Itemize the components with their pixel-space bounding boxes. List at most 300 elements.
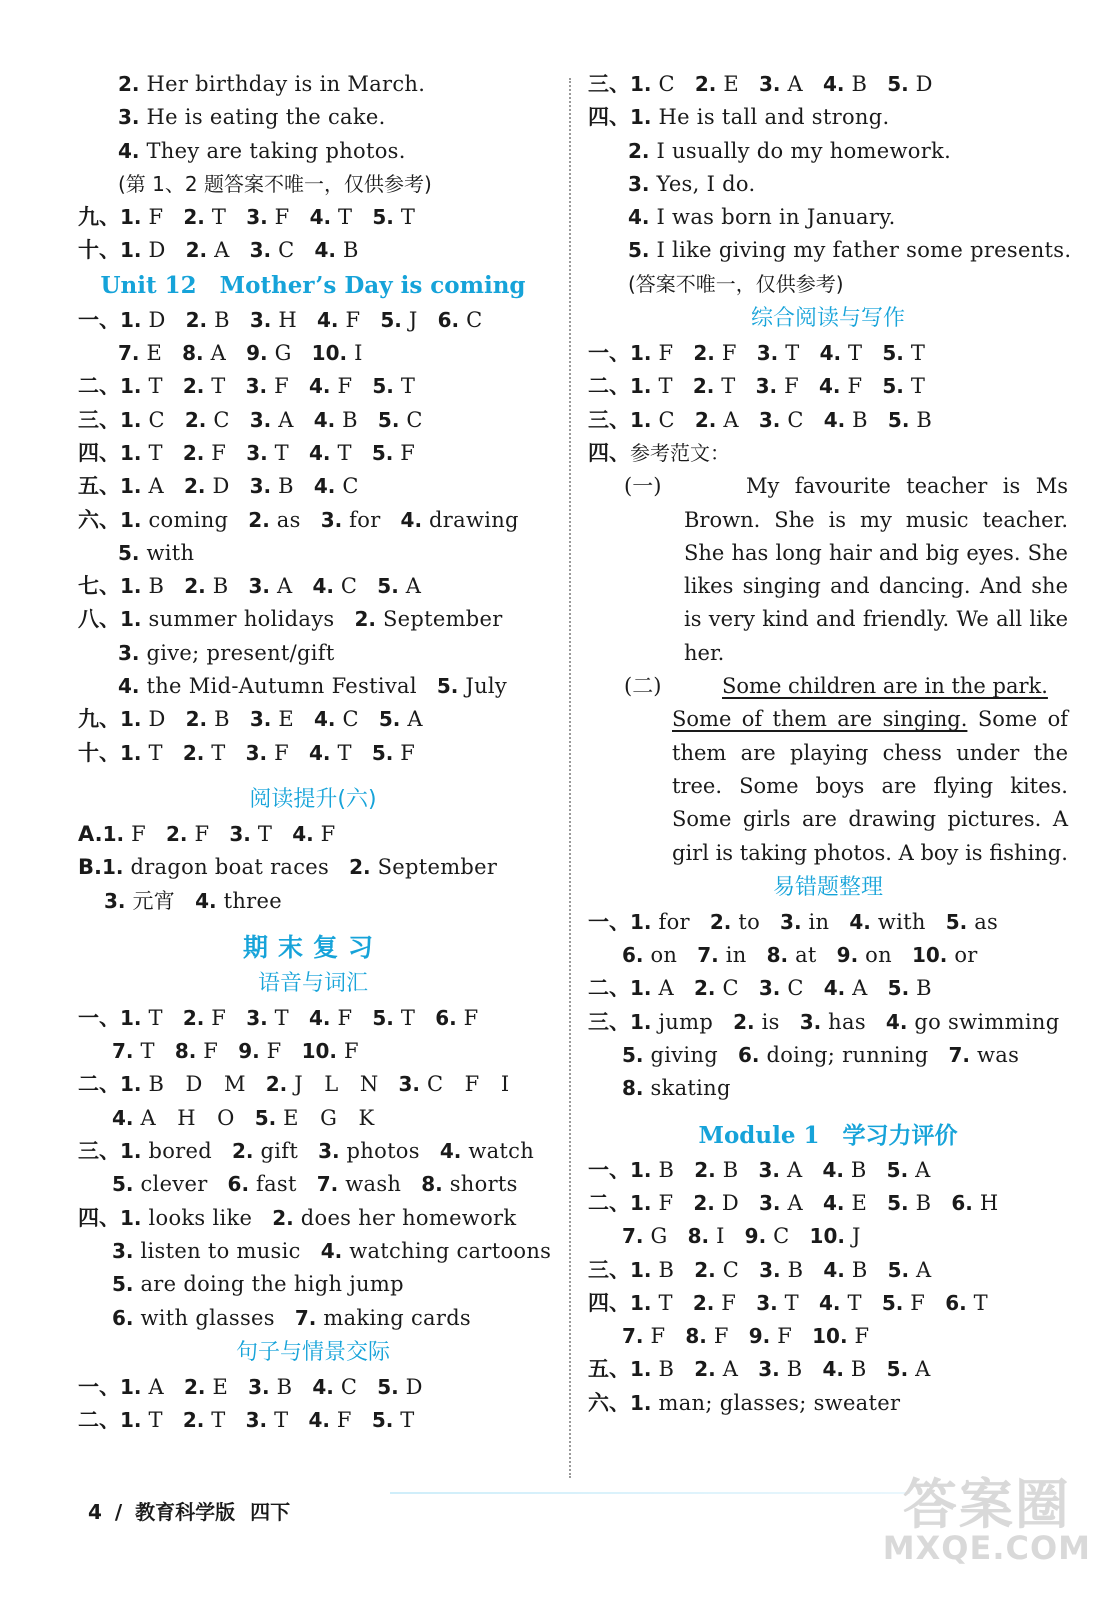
item-answer: A: [398, 574, 422, 599]
item-answer: C: [459, 307, 483, 332]
item-answer: F: [456, 1005, 479, 1030]
item-number: 5.: [887, 1190, 909, 1215]
item-answer: watching cartoons: [342, 1238, 552, 1263]
item-number: 5.: [887, 407, 910, 432]
item-number: 1.: [120, 507, 142, 532]
item-number: 1.: [120, 238, 142, 263]
essay-first-line: [672, 670, 1068, 703]
item-answer: E: [844, 1190, 868, 1215]
answer-item: [118, 537, 194, 570]
item-number: 2.: [265, 1072, 288, 1097]
item-answer: T: [204, 205, 227, 230]
item-answer: the Mid-Autumn Festival: [139, 674, 417, 699]
item-number: 4.: [195, 888, 217, 913]
answer-item: [102, 851, 329, 884]
item-answer: B D M: [141, 1072, 246, 1097]
item-answer: or: [947, 943, 978, 968]
item-number: 3.: [249, 474, 272, 499]
item-answer: A: [780, 72, 803, 96]
item-answer: A: [141, 474, 164, 499]
item-answer: T: [267, 1005, 289, 1030]
answer-item: [118, 135, 406, 168]
answer-item: [849, 906, 925, 939]
item-number: 2.: [692, 1290, 715, 1315]
answer-item: [630, 1254, 674, 1287]
item-number: 2.: [693, 341, 715, 366]
question-prefix: 二、: [588, 374, 630, 399]
item-number: 4.: [112, 1105, 134, 1130]
item-answer: F: [777, 374, 799, 399]
question-prefix: 九、: [78, 205, 120, 230]
item-number: 5.: [882, 341, 904, 366]
item-answer: I like giving my father some presents.: [649, 238, 1072, 263]
answer-item: [314, 404, 358, 437]
item-answer: T: [141, 1408, 163, 1433]
item-number: 4.: [823, 976, 846, 1001]
item-answer: C: [715, 976, 739, 1001]
item-number: 3.: [398, 1072, 421, 1097]
item-answer: C: [780, 407, 804, 432]
item-answer: September: [370, 855, 498, 880]
item-answer: F: [643, 1324, 666, 1349]
item-number: 5.: [622, 1043, 644, 1068]
item-number: 8.: [421, 1172, 443, 1197]
item-answer: T: [393, 374, 416, 399]
answer-item: [372, 1002, 415, 1035]
item-answer: C: [399, 407, 423, 432]
item-answer: C: [651, 407, 675, 432]
item-number: 5.: [372, 205, 394, 230]
answer-item: [401, 504, 519, 537]
answer-line: [78, 135, 548, 168]
item-answer: T: [141, 440, 163, 465]
item-answer: is: [754, 1009, 780, 1034]
item-answer: B: [843, 1357, 867, 1382]
item-number: 3.: [245, 374, 268, 399]
answer-item: [120, 504, 228, 537]
item-answer: Yes, I do.: [649, 171, 756, 196]
item-number: 4.: [439, 1139, 462, 1164]
answer-line: [78, 737, 548, 770]
item-number: 1.: [630, 1390, 652, 1415]
answer-line: [588, 906, 1068, 939]
item-answer: B: [844, 72, 868, 96]
answer-item: [317, 1168, 402, 1201]
item-number: 1.: [630, 407, 652, 432]
answer-line: [78, 537, 548, 570]
item-answer: B: [715, 1157, 739, 1182]
item-number: 2.: [693, 1190, 715, 1215]
answer-note: (第 1、2 题答案不唯一，仅供参考): [118, 171, 432, 196]
item-number: 5.: [372, 1005, 394, 1030]
item-answer: to: [731, 909, 761, 934]
item-number: 3.: [249, 707, 272, 732]
answer-item: [321, 504, 381, 537]
item-number: 2.: [694, 72, 717, 96]
answer-item: [120, 603, 334, 636]
section-heading: 句子与情景交际: [235, 1339, 390, 1365]
item-number: 4.: [309, 440, 331, 465]
answer-line: [78, 570, 548, 603]
item-number: 4.: [819, 1290, 841, 1315]
answer-item: [112, 1302, 275, 1335]
item-number: 7.: [948, 1043, 971, 1068]
item-answer: T: [393, 1408, 415, 1433]
answer-item: [118, 670, 417, 703]
item-answer: T: [331, 205, 353, 230]
item-answer: B: [651, 1357, 675, 1382]
item-answer: A: [715, 1357, 739, 1382]
item-number: 7.: [118, 341, 140, 366]
item-number: 5.: [882, 374, 904, 399]
item-answer: G: [643, 1224, 668, 1249]
item-answer: A: [269, 574, 293, 599]
item-number: 6.: [951, 1190, 973, 1215]
answer-item: [186, 234, 230, 267]
answer-item: [246, 370, 289, 403]
item-answer: with: [870, 909, 926, 934]
answer-item: [823, 68, 867, 101]
answer-item: [308, 1404, 351, 1437]
answer-item: [354, 603, 502, 636]
section-heading: 期末复习: [242, 932, 383, 962]
item-number: 4.: [308, 1408, 330, 1433]
question-prefix: 四、: [78, 440, 120, 465]
item-answer: A: [203, 341, 227, 366]
item-number: 2.: [182, 740, 205, 765]
answer-item: [820, 337, 863, 370]
item-answer: in: [801, 909, 830, 934]
answer-item: [120, 304, 166, 337]
item-number: 3.: [758, 407, 781, 432]
item-answer: I was born in January.: [649, 205, 896, 230]
item-number: 2.: [694, 1257, 716, 1282]
answer-item: [733, 1006, 780, 1039]
item-number: 7.: [316, 1172, 339, 1197]
item-answer: He is eating the cake.: [139, 105, 386, 130]
item-number: 3.: [249, 407, 272, 432]
answer-item: [630, 370, 673, 403]
left-column: [78, 68, 552, 1437]
item-number: 10.: [812, 1324, 848, 1349]
answer-item: [120, 1202, 252, 1235]
item-number: 5.: [887, 1257, 910, 1282]
item-number: 3.: [758, 1357, 780, 1382]
item-number: 3.: [112, 1238, 134, 1263]
item-number: 2.: [166, 821, 188, 846]
answer-item: [246, 337, 292, 370]
item-answer: B: [207, 307, 230, 332]
answer-line: [78, 168, 548, 201]
item-answer: B: [335, 238, 359, 263]
item-answer: A: [716, 407, 739, 432]
item-answer: A H O: [133, 1105, 235, 1130]
footer-separator: /: [114, 1500, 123, 1524]
item-number: 4.: [822, 1190, 845, 1215]
answer-item: [693, 1187, 739, 1220]
answer-item: [377, 1371, 423, 1404]
answer-item: [630, 1387, 900, 1420]
answer-item: [120, 1135, 212, 1168]
item-number: 6.: [738, 1043, 760, 1068]
answer-line: [588, 1154, 1068, 1187]
item-number: 7.: [622, 1324, 644, 1349]
item-answer: F: [714, 1290, 737, 1315]
item-number: 1.: [120, 374, 142, 399]
answer-line: [588, 68, 1068, 101]
item-answer: A: [909, 1257, 932, 1282]
question-prefix: 十、: [78, 740, 120, 765]
answer-line: [78, 1135, 548, 1168]
answer-line: [588, 939, 1068, 972]
item-number: 1.: [630, 1257, 652, 1282]
item-answer: F: [196, 1039, 219, 1064]
item-answer: D: [398, 1374, 423, 1399]
answer-item: [888, 1254, 932, 1287]
item-number: 4.: [312, 574, 334, 599]
item-answer: E G K: [276, 1105, 375, 1130]
item-answer: on: [643, 943, 678, 968]
answer-item: [888, 404, 932, 437]
answer-item: [882, 337, 925, 370]
item-number: 3.: [245, 1408, 268, 1433]
item-answer: A: [651, 976, 674, 1001]
answer-item: [266, 1068, 379, 1101]
item-answer: F: [337, 1039, 359, 1064]
item-answer: F: [847, 1324, 870, 1349]
answer-item: [630, 906, 690, 939]
answer-item: [183, 370, 226, 403]
question-prefix: 三、: [588, 407, 630, 432]
item-number: 1.: [630, 1290, 652, 1315]
answer-item: [292, 818, 335, 851]
question-prefix: 二、: [78, 1072, 120, 1097]
item-number: 2.: [182, 374, 205, 399]
item-number: 3.: [318, 1139, 340, 1164]
answer-line: [78, 885, 548, 918]
answer-line: [588, 437, 1068, 470]
answer-item: [248, 504, 300, 537]
item-number: 5.: [371, 440, 394, 465]
item-number: 1.: [120, 440, 142, 465]
item-answer: B: [779, 1357, 803, 1382]
item-number: 4.: [118, 138, 140, 163]
essay-text: [672, 670, 1068, 870]
item-answer: with: [139, 540, 195, 565]
item-answer: watch: [461, 1139, 535, 1164]
item-answer: T: [330, 740, 352, 765]
answer-line: [78, 404, 548, 437]
answer-item: [182, 337, 226, 370]
item-number: 5.: [377, 407, 400, 432]
item-answer: C: [271, 238, 295, 263]
answer-item: [246, 1002, 289, 1035]
question-prefix: 六、: [78, 507, 120, 532]
item-answer: T: [133, 1039, 155, 1064]
item-number: 1.: [102, 821, 125, 846]
answer-item: [250, 304, 297, 337]
question-prefix: 三、: [588, 72, 630, 96]
item-answer: F: [204, 440, 227, 465]
item-number: 2.: [182, 1005, 205, 1030]
right-column: [588, 68, 1072, 1420]
answer-line: [588, 370, 1068, 403]
item-number: 3.: [248, 574, 270, 599]
section-heading: 易错题整理: [772, 874, 883, 900]
item-answer: F: [903, 1290, 926, 1315]
answer-item: [166, 818, 209, 851]
item-number: 3.: [246, 440, 268, 465]
item-answer: in: [718, 943, 747, 968]
item-answer: T: [840, 1290, 862, 1315]
answer-item: [314, 234, 358, 267]
answer-line: [78, 1371, 548, 1404]
item-number: 3.: [249, 238, 272, 263]
item-answer: on: [858, 943, 892, 968]
answer-item: [120, 1068, 246, 1101]
item-answer: T: [393, 205, 416, 230]
item-number: 3.: [758, 976, 781, 1001]
answer-item: [622, 1072, 731, 1105]
essay-label: (一): [624, 474, 662, 499]
item-number: 5.: [254, 1105, 277, 1130]
answer-item: [312, 570, 357, 603]
item-answer: dragon boat races: [123, 855, 330, 880]
item-answer: C: [335, 707, 359, 732]
item-number: 7.: [622, 1224, 644, 1249]
item-answer: are doing the high jump: [133, 1272, 404, 1297]
question-prefix: 二、: [78, 374, 120, 399]
item-number: 4.: [313, 474, 336, 499]
answer-line: [78, 370, 548, 403]
item-number: 3.: [118, 105, 140, 130]
question-prefix: 一、: [78, 1374, 120, 1399]
answer-line: [78, 1168, 548, 1201]
answer-line: [78, 1404, 548, 1437]
item-number: 1.: [120, 1408, 142, 1433]
answer-item: [120, 437, 163, 470]
answer-item: [195, 885, 282, 918]
answer-line: [78, 234, 548, 267]
answer-line: [588, 972, 1068, 1005]
answer-item: [437, 670, 507, 703]
item-answer: C: [780, 976, 804, 1001]
item-number: 4.: [822, 72, 845, 96]
item-number: 3.: [320, 507, 343, 532]
answer-line: [78, 603, 548, 636]
item-number: 4.: [309, 1005, 331, 1030]
answer-item: [693, 1287, 736, 1320]
item-answer: shorts: [442, 1172, 518, 1197]
answer-line: [588, 1187, 1068, 1220]
item-answer: E: [716, 72, 739, 96]
answer-line: [78, 201, 548, 234]
item-number: 2.: [248, 507, 270, 532]
answer-item: [248, 570, 292, 603]
answer-item: [103, 818, 146, 851]
item-answer: F: [330, 1005, 353, 1030]
item-answer: B: [845, 407, 868, 432]
answer-line: [78, 1102, 548, 1135]
item-answer: C: [206, 407, 230, 432]
item-number: 2.: [694, 1157, 716, 1182]
answer-item: [688, 1220, 725, 1253]
item-answer: H: [271, 307, 297, 332]
item-number: 4.: [314, 707, 336, 732]
item-answer: D: [714, 1190, 740, 1215]
answer-item: [246, 201, 289, 234]
item-number: 5.: [887, 976, 910, 1001]
answer-item: [186, 304, 230, 337]
answer-item: [622, 1320, 665, 1353]
item-number: 3.: [246, 1005, 268, 1030]
answer-item: [309, 1002, 352, 1035]
answer-line: [78, 670, 548, 703]
question-prefix: 一、: [588, 341, 630, 366]
item-answer: C F I: [420, 1072, 510, 1097]
answer-item: [695, 404, 739, 437]
answer-item: [118, 68, 425, 101]
item-answer: with glasses: [133, 1305, 275, 1330]
answer-item: [628, 135, 951, 168]
answer-item: [372, 737, 415, 770]
item-answer: bored: [141, 1139, 212, 1164]
item-answer: for: [342, 507, 381, 532]
item-answer: drawing: [422, 507, 519, 532]
item-answer: T: [393, 1005, 416, 1030]
answer-item: [312, 337, 363, 370]
answer-item: [887, 68, 933, 101]
answer-item: [379, 703, 423, 736]
item-number: 7.: [294, 1305, 317, 1330]
answer-item: [887, 1353, 931, 1386]
item-answer: J: [401, 307, 418, 332]
question-prefix: 二、: [78, 1408, 120, 1433]
answer-line: [588, 234, 1072, 267]
answer-line: [588, 101, 1068, 134]
answer-line: [588, 168, 1068, 201]
item-answer: F: [124, 821, 146, 846]
item-answer: D: [141, 307, 166, 332]
answer-item: [759, 1187, 803, 1220]
answer-item: [812, 1320, 869, 1353]
item-number: 4.: [819, 341, 842, 366]
underlined-sentence: Some children are in the park.: [722, 674, 1048, 699]
item-answer: B: [651, 1157, 675, 1182]
item-number: 4.: [312, 1374, 334, 1399]
answer-item: [440, 1135, 534, 1168]
question-prefix: B.: [78, 855, 102, 880]
answer-item: [685, 1320, 728, 1353]
item-number: 1.: [630, 976, 652, 1001]
answer-item: [377, 570, 421, 603]
item-answer: July: [458, 674, 508, 699]
item-number: 5.: [378, 707, 401, 732]
answer-item: [810, 1220, 861, 1253]
item-answer: F: [329, 1408, 352, 1433]
item-answer: for: [651, 909, 690, 934]
question-prefix: 三、: [78, 1139, 120, 1164]
item-answer: F: [706, 1324, 729, 1349]
answer-line: [588, 404, 1068, 437]
item-answer: F: [651, 1190, 674, 1215]
item-answer: F: [267, 740, 289, 765]
item-answer: has: [821, 1009, 866, 1034]
item-number: 3.: [799, 1009, 822, 1034]
item-answer: C: [333, 1374, 358, 1399]
item-answer: T: [714, 374, 736, 399]
answer-item: [112, 1035, 155, 1068]
